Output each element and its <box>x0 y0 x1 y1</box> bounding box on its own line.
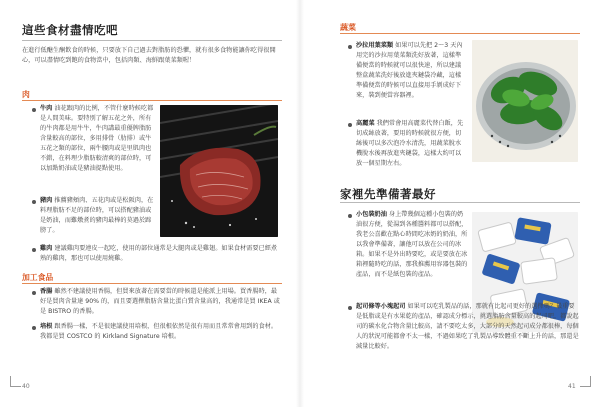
title-divider <box>22 40 282 41</box>
item-text: 油花跟肉的比例，不管什麼時候吃都是人間美味。要特別了解五花之外，所有的牛肉都是用牛牛，牛肉講最重優牌脂肪含量較高的部位，多用排骨（肋排）或牛五花之類的部位，兩牛腰肉或是里肌肉也不錯，在料理少脂肪較清爽的部位時，可以加點奶油或是豬油提點使用。 <box>40 105 154 172</box>
bullet-icon <box>32 248 36 252</box>
item-name: 牛肉 <box>40 105 53 112</box>
list-item-bacon <box>40 322 282 342</box>
item-name: 培根 <box>40 323 53 330</box>
title-divider <box>340 202 580 203</box>
item-name: 沙拉用葉菜類 <box>356 42 394 49</box>
page-number: 40 <box>22 383 30 390</box>
bullet-icon <box>32 108 36 112</box>
section-heading-meat: 肉 <box>22 90 30 99</box>
bullet-icon <box>348 123 352 127</box>
list-item-beef <box>40 104 154 174</box>
item-name: 香腸 <box>40 288 53 295</box>
steak-illustration <box>160 105 278 237</box>
list-item-sausage <box>40 287 282 317</box>
item-text: 如果可以吃乳製品的話，那就有比起司更好的選擇嗎？最重要是低脂或是有水果乾的產品，確認成分標示，挑選脂肪含量較高的起司吧，都說起司的碳水化合物含量比較高，請不要吃太多，大部分的天然起司成分都很棒，每個人的狀況可能都會不太一樣，不過如果吃了乳製品導致體重不斷上升的話，那還是減量比較好。 <box>356 303 579 350</box>
bullet-icon <box>32 291 36 295</box>
item-text: 跟香腸一樣，不是很建議使用培根，但很根依然是很有用而且常常會用到的食材。我都是買 COSTCO 的 Kirkland Signature 培根。 <box>40 323 278 340</box>
list-item-cabbage <box>356 119 466 169</box>
right-page <box>300 0 600 407</box>
list-item-salad-greens <box>356 41 466 101</box>
list-item-cheese <box>356 302 580 352</box>
item-text: 我們常會用高麗菜代替白飯，先切成絲放著，要用的時候就很方便，切絲後可以多次泡冷水清洗，用蔬菜脫水機脫水後再放進夾鏈袋，這樣大約可以放一個星期左右。 <box>356 120 464 167</box>
steak-photo <box>160 105 278 237</box>
list-item-pork <box>40 196 154 236</box>
item-name: 小包裝奶油 <box>356 211 387 218</box>
section-heading-processed: 加工食品 <box>22 273 54 282</box>
bullet-icon <box>348 45 352 49</box>
item-text: 推薦豬頰肉、五花肉或是松阪肉，在料理脂肪不足的部位時，可以搭配豬油或是奶油，而難燉煮的豬肉最棒的莫過於蹄膀了。 <box>40 197 154 234</box>
section-divider <box>22 283 282 284</box>
corner-mark <box>10 376 21 387</box>
item-text: 身上帶幾個這種小包裝的奶油很方便，從湯到各種醬料都可以搭配，我老公喜歡在點心時間吃冰奶的奶油，所以我會準備著，讓他可以放在公司的冰箱。如果不是外出時要吃，或是要放在冰箱裡隨時吃的話，那我推薦用容器包裝的產品，而不是紙包裝的產品。 <box>356 211 468 278</box>
intro-paragraph: 在進行低醣生酮飲食的時候，只要放下自己過去對脂肪的恐懼，就有很多食物能讓你吃得很開心，可以盡情吃到飽的食物當中，包括肉類、海鮮跟葉菜類喔！ <box>22 47 276 64</box>
section-heading-vegetables: 蔬菜 <box>340 23 356 32</box>
list-item-butter <box>356 210 468 280</box>
section-heading-prepare: 家裡先準備著最好 <box>340 187 436 201</box>
corner-mark <box>580 376 591 387</box>
item-text: 如果可以先把 2～3 天內用完的沙拉用葉菜類洗好放著，這樣準備便當的時候就可以很快速，所以建議整盒蔬菜洗好後放進夾鏈袋冷藏，這樣準備便當的時候可以直接用手剝成好下來，裝到便當容器裡。 <box>356 42 463 99</box>
left-page-title: 這些食材盡情吃吧 <box>22 23 118 37</box>
bullet-icon <box>348 214 352 218</box>
item-name: 雞肉 <box>40 245 53 252</box>
item-name: 起司條等小塊起司 <box>356 303 406 310</box>
section-divider <box>340 33 580 34</box>
item-text: 建議雞肉要連皮一起吃，使用的部位通常是大腿肉或是雞翅。如果食材需要已經煮熟的雞肉，那也可以使用燒雞。 <box>40 245 278 262</box>
greens-photo <box>472 40 578 162</box>
section-divider <box>22 100 282 101</box>
list-item-chicken <box>40 244 280 264</box>
item-name: 高麗菜 <box>356 120 375 127</box>
item-name: 豬肉 <box>40 197 53 204</box>
item-text: 雖然不建議使用香腸，但買來放著在需要當的時候還是能派上用場。買香腸時，最好是買肉含量達 90% 的，而且要選擇脂肪含量比蛋白質含量高的，我通常是買 IKEA 或是 BISTRO 的香腸。 <box>40 288 280 315</box>
bullet-icon <box>32 326 36 330</box>
page-number: 41 <box>568 383 576 390</box>
bullet-icon <box>348 306 352 310</box>
greens-illustration <box>472 40 578 162</box>
bullet-icon <box>32 200 36 204</box>
